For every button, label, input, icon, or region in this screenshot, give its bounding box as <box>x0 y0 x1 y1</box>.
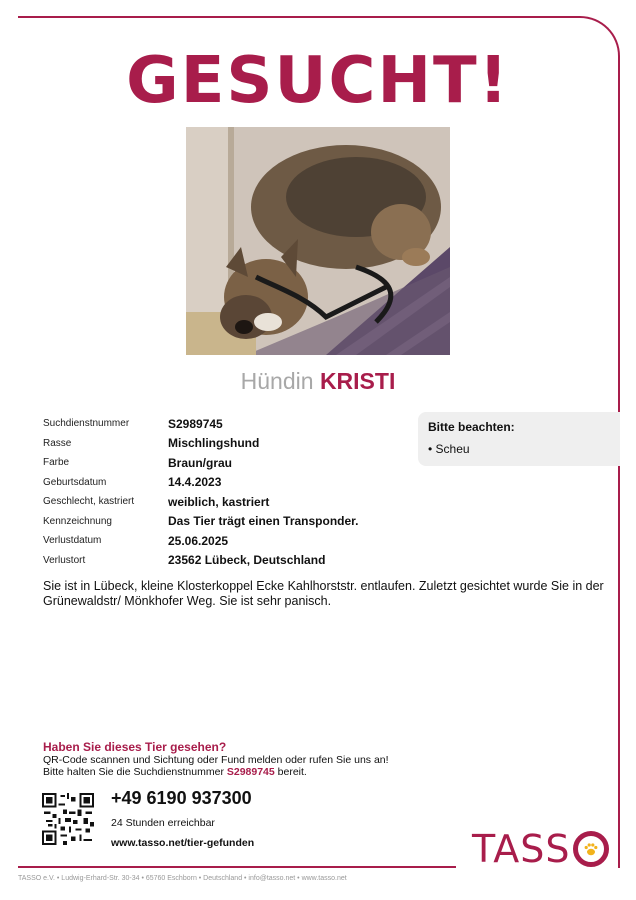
pet-name-strong: KRISTI <box>319 368 396 394</box>
detail-value: Mischlingshund <box>168 436 260 451</box>
detail-label: Suchdienstnummer <box>43 418 130 430</box>
notes-item: • Scheu <box>428 442 470 456</box>
detail-row <box>43 551 359 571</box>
pet-name <box>0 368 636 395</box>
phone-number[interactable]: +49 6190 937300 <box>111 788 252 808</box>
tasso-logo <box>472 827 609 871</box>
details-table <box>43 414 359 570</box>
detail-value: Das Tier trägt einen Transponder. <box>168 514 359 529</box>
contact-block <box>111 788 254 849</box>
logo-text: TASS <box>472 827 571 871</box>
detail-value: 14.4.2023 <box>168 475 222 490</box>
detail-label: Farbe <box>43 457 70 469</box>
detail-value: weiblich, kastriert <box>168 494 270 509</box>
detail-label: Kennzeichnung <box>43 515 112 527</box>
logo-o-ring <box>573 831 609 867</box>
detail-value: S2989745 <box>168 416 223 431</box>
website-link[interactable]: www.tasso.net/tier-gefunden <box>111 837 255 849</box>
cta-search-number: S2989745 <box>226 766 275 778</box>
detail-value: 23562 Lübeck, Deutschland <box>168 553 326 568</box>
detail-value: 25.06.2025 <box>168 533 229 548</box>
headline: GESUCHT! <box>126 44 510 118</box>
availability-text: 24 Stunden erreichbar <box>111 817 215 829</box>
cta-line-2-prefix: Bitte halten Sie die Suchdienstnummer <box>43 766 224 778</box>
cta-title: Haben Sie dieses Tier gesehen? <box>43 740 227 754</box>
detail-row <box>43 434 359 454</box>
detail-row <box>43 453 359 473</box>
detail-label: Geburtsdatum <box>43 476 107 488</box>
poster-frame-bottom <box>18 866 456 868</box>
detail-label: Verlustdatum <box>43 535 102 547</box>
cta-line-2-suffix: bereit. <box>277 766 307 778</box>
detail-row <box>43 492 359 512</box>
detail-value: Braun/grau <box>168 455 233 470</box>
dog-photo <box>186 127 450 355</box>
detail-label: Verlustort <box>43 554 86 566</box>
detail-row <box>43 531 359 551</box>
footer-address: TASSO e.V. • Ludwig-Erhard-Str. 30-34 • 65760 Eschborn • Deutschland • info@tasso.net • www.tasso.net <box>18 875 347 882</box>
cta-line-2 <box>43 766 463 778</box>
detail-row <box>43 512 359 532</box>
paw-icon <box>583 841 599 857</box>
cta-line-1: QR-Code scannen und Sichtung oder Fund melden oder rufen Sie uns an! <box>43 754 389 766</box>
detail-row <box>43 473 359 493</box>
detail-label: Rasse <box>43 437 72 449</box>
qr-code[interactable] <box>42 793 94 845</box>
description: Sie ist in Lübeck, kleine Klosterkoppel Ecke Kahlhorststr. entlaufen. Zuletzt gesichtet wurde Sie in der Grünewaldstr/ Mönkhofer Weg. Sie ist sehr panisch. <box>43 579 604 608</box>
notes-title: Bitte beachten: <box>428 420 515 434</box>
notes-box <box>418 412 620 466</box>
call-to-action <box>43 740 463 778</box>
detail-label: Geschlecht, kastriert <box>43 496 135 508</box>
detail-row <box>43 414 359 434</box>
pet-type: Hündin <box>240 368 314 394</box>
